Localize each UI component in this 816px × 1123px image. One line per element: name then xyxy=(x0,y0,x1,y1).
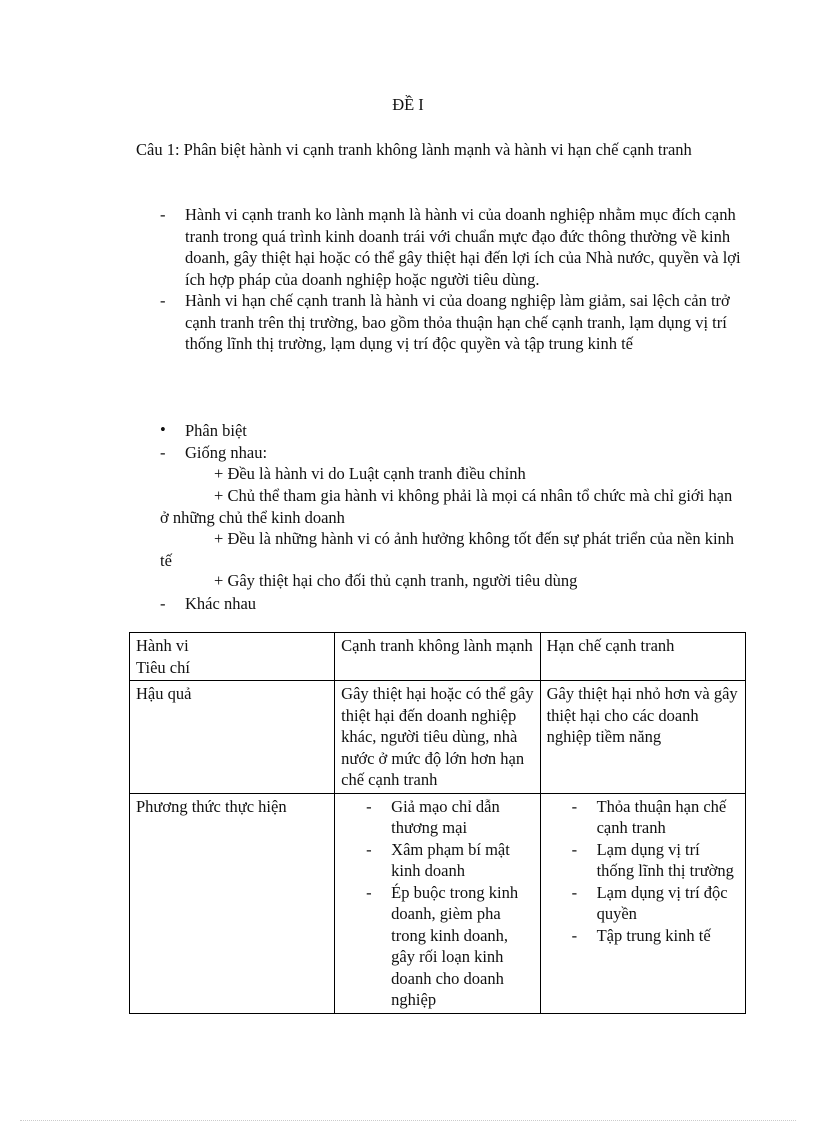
row-label-method: Phương thức thực hiện xyxy=(130,793,335,1013)
cell-method-unfair xyxy=(335,793,540,1013)
column-header-restrictive: Hạn chế cạnh tranh xyxy=(540,633,745,681)
list-item xyxy=(547,839,739,882)
table-corner-cell xyxy=(130,633,335,681)
list-item-text: Lạm dụng vị trí độc quyền xyxy=(596,882,728,923)
page-title: ĐỀ I xyxy=(392,95,424,114)
plus-marker: + xyxy=(214,571,224,590)
list-item xyxy=(547,882,739,925)
list-item-text: Xâm phạm bí mật kinh doanh xyxy=(391,839,510,880)
corner-label-criteria: Tiêu chí xyxy=(136,657,190,677)
dash-marker: - xyxy=(160,205,166,224)
list-item xyxy=(341,796,533,839)
definition-unfair-competition xyxy=(0,204,816,290)
dash-marker: - xyxy=(160,594,166,613)
list-item-text: Lạm dụng vị trí thống lĩnh thị trường xyxy=(596,839,734,880)
cell-consequence-unfair: Gây thiệt hại hoặc có thể gây thiệt hại đến doanh nghiệp khác, người tiêu dùng, nhà nước ở mức độ lớn hơn hạn chế cạnh tranh xyxy=(335,681,540,794)
bullet-dot-marker: • xyxy=(160,420,166,439)
plus-marker: + xyxy=(214,529,224,548)
similarity-item xyxy=(160,528,740,571)
definition-list xyxy=(0,204,816,355)
plus-marker: + xyxy=(214,486,224,505)
dash-marker: - xyxy=(571,839,578,859)
dash-marker: - xyxy=(366,839,372,859)
definition-restrictive-competition xyxy=(0,290,816,355)
cell-consequence-restrictive: Gây thiệt hại nhỏ hơn và gây thiệt hại cho các doanh nghiệp tiềm năng xyxy=(540,681,745,794)
list-item-text: Ép buộc trong kinh doanh, gièm pha trong kinh doanh, gây rối loạn kinh doanh cho doanh nghiệp xyxy=(391,882,519,1009)
list-item-text: Thỏa thuận hạn chế cạnh tranh xyxy=(596,796,727,837)
table-header-row xyxy=(130,633,746,681)
corner-label-behavior: Hành vi xyxy=(136,636,189,655)
compare-heading: Phân biệt xyxy=(185,421,247,440)
question-heading: Câu 1: Phân biệt hành vi cạnh tranh không lành mạnh và hành vi hạn chế cạnh tranh xyxy=(136,140,692,159)
cell-method-restrictive xyxy=(540,793,745,1013)
dash-marker: - xyxy=(571,882,578,902)
similarity-text: Đều là hành vi do Luật cạnh tranh điều chỉnh xyxy=(227,464,526,483)
dash-marker: - xyxy=(571,925,578,945)
similarity-item xyxy=(160,463,740,485)
comparison-table xyxy=(129,632,746,1014)
column-header-unfair: Cạnh tranh không lành mạnh xyxy=(335,633,540,681)
dash-marker: - xyxy=(571,796,578,816)
dash-marker: - xyxy=(160,291,166,310)
dash-marker: - xyxy=(160,443,166,462)
different-heading: Khác nhau xyxy=(185,594,257,613)
definition-text: Hành vi cạnh tranh ko lành mạnh là hành vi của doanh nghiệp nhằm mục đích cạnh tranh trong quá trình kinh doanh trái với chuẩn mực đạo đức thông thường về kinh doanh, gây thiệt hại hoặc có thể gây thiệt hại đến lợi ích của Nhà nước, quyền và lợi ích hợp pháp của doanh nghiệp hoặc người tiêu dùng. xyxy=(185,205,741,289)
list-item xyxy=(547,925,739,947)
similarity-text: Gây thiệt hại cho đối thủ cạnh tranh, người tiêu dùng xyxy=(227,571,578,590)
similarity-item xyxy=(160,485,740,528)
list-item xyxy=(341,882,533,1011)
page-bottom-divider xyxy=(20,1120,796,1121)
list-item-text: Giả mạo chỉ dẫn thương mại xyxy=(391,796,500,837)
dash-marker: - xyxy=(366,882,372,902)
similarity-item xyxy=(160,570,740,592)
row-label-consequence: Hậu quả xyxy=(130,681,335,794)
similar-heading: Giống nhau: xyxy=(185,443,268,462)
list-item xyxy=(341,839,533,882)
method-list-unfair xyxy=(341,796,533,1011)
list-item-text: Tập trung kinh tế xyxy=(596,925,711,945)
table-row xyxy=(130,793,746,1013)
similarity-text: Đều là những hành vi có ảnh hưởng không tốt đến sự phát triển của nền kinh tế xyxy=(160,529,735,570)
dash-marker: - xyxy=(366,796,372,816)
similarity-text: Chủ thể tham gia hành vi không phải là mọi cá nhân tổ chức mà chỉ giới hạn ở những chủ thể kinh doanh xyxy=(160,486,733,527)
table-row xyxy=(130,681,746,794)
list-item xyxy=(547,796,739,839)
plus-marker: + xyxy=(214,464,224,483)
method-list-restrictive xyxy=(547,796,739,947)
definition-text: Hành vi hạn chế cạnh tranh là hành vi của doang nghiệp làm giảm, sai lệch cản trở cạnh tranh trên thị trường, bao gồm thỏa thuận hạn chế cạnh tranh, lạm dụng vị trí thống lĩnh thị trường, lạm dụng vị trí độc quyền và tập trung kinh tế xyxy=(185,291,730,353)
